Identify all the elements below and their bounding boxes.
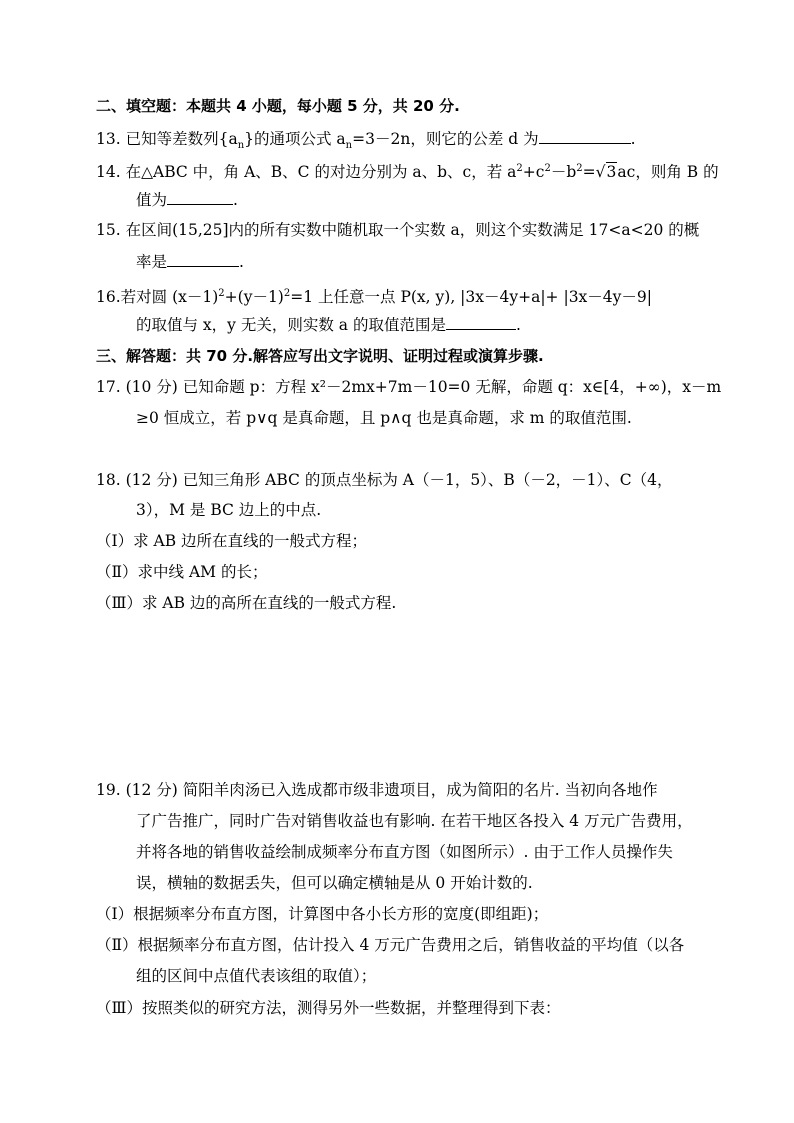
q16-l2-text: 的取值与 x，y 无关，则实数 a 的取值范围是 [136,316,446,334]
question-18-part2: （Ⅱ）求中线 AM 的长； [96,563,268,581]
section3-heading: 三、解答题：共 70 分.解答应写出文字说明、证明过程或演算步骤. [96,347,544,365]
q13-text-a: 13. 已知等差数列{a [96,130,238,148]
q15-l2-text: 率是 [136,253,168,271]
question-19-part3: （Ⅲ）按照类似的研究方法，测得另外一些数据，并整理得到下表： [96,999,561,1017]
question-18-part3: （Ⅲ）求 AB 边的高所在直线的一般式方程. [96,594,397,612]
question-15-line1: 15. 在区间(15,25]内的所有实数中随机取一个实数 a，则这个实数满足 17<a<20 的概 [96,221,700,239]
q14-l2-text: 值为 [136,191,168,209]
q15-answer-blank[interactable] [167,251,239,267]
question-13 [96,128,636,156]
question-19-line1: 19. (12 分) 简阳羊肉汤已入选成都市级非遗项目，成为简阳的名片. 当初向各地作 [96,781,658,799]
question-16-line2 [136,314,521,335]
q14-sup1: 2 [516,163,523,174]
q13-answer-blank[interactable] [539,128,631,144]
q14-sup3: 2 [576,163,583,174]
q14-answer-blank[interactable] [167,189,233,205]
question-16-line1 [96,284,652,307]
q16-answer-blank[interactable] [446,314,516,330]
question-14-line1 [96,159,719,182]
sqrt-symbol [596,162,618,182]
q13-text-c: =3－2n，则它的公差 d 为 [352,130,539,148]
q13-sub2: n [345,140,353,152]
q14-sup2: 2 [544,163,551,174]
question-19-line3: 并将各地的销售收益绘制成频率分布直方图（如图所示）. 由于工作人员操作失 [136,843,673,861]
sqrt-radicand: 3 [606,163,617,182]
question-18-line2: 3），M 是 BC 边上的中点. [136,501,322,519]
q16-sup1: 2 [218,288,225,299]
question-14-line2 [136,189,238,210]
question-15-line2 [136,251,244,272]
q14-text-e: ac，则角 B 的 [617,163,719,182]
q16-text-b: +(y－1) [224,288,284,307]
question-19-line2: 了广告推广，同时广告对销售收益也有影响. 在若干地区各投入 4 万元广告费用， [136,812,693,830]
question-19-part1: （Ⅰ）根据频率分布直方图，计算图中各小长方形的宽度(即组距)； [96,905,549,923]
sqrt-sign: √ [595,163,606,182]
question-19-part2-line2: 组的区间中点值代表该组的取值）； [136,967,377,985]
q14-text-c: －b [550,163,577,182]
question-18-part1: （Ⅰ）求 AB 边所在直线的一般式方程； [96,532,368,550]
q16-text-c: =1 上任意一点 P(x, y), |3x－4y+a|+ |3x－4y－9| [290,288,653,307]
q14-text-d: = [582,163,596,182]
q14-text-a: 14. 在△ABC 中，角 A、B、C 的对边分别为 a、b、c，若 a [96,163,517,182]
q16-text-a: 16.若对圆 (x－1) [96,288,219,307]
q13-text-b: }的通项公式 a [244,130,346,148]
q15-l2-end: . [239,253,244,271]
q13-sub1: n [237,140,245,152]
section2-heading: 二、填空题：本题共 4 小题，每小题 5 分，共 20 分. [96,97,460,115]
q13-text-end: . [630,130,636,148]
q16-sup2: 2 [283,288,291,299]
q14-text-b: +c [522,163,545,182]
question-17-line2: ≥0 恒成立，若 p∨q 是真命题，且 p∧q 也是真命题，求 m 的取值范围. [136,409,632,427]
question-17-line1: 17. (10 分) 已知命题 p：方程 x²－2mx+7m－10=0 无解，命题 q：x∈[4，+∞)，x－m [96,378,722,396]
question-19-part2-line1: （Ⅱ）根据频率分布直方图，估计投入 4 万元广告费用之后，销售收益的平均值（以各 [96,936,685,954]
question-18-line1: 18. (12 分) 已知三角形 ABC 的顶点坐标为 A（－1，5）、B（－2，－1）、C（4， [96,471,673,489]
q16-l2-end: . [515,316,521,334]
question-19-line4: 误，横轴的数据丢失，但可以确定横轴是从 0 开始计数的. [136,874,533,892]
q14-l2-end: . [233,191,238,209]
